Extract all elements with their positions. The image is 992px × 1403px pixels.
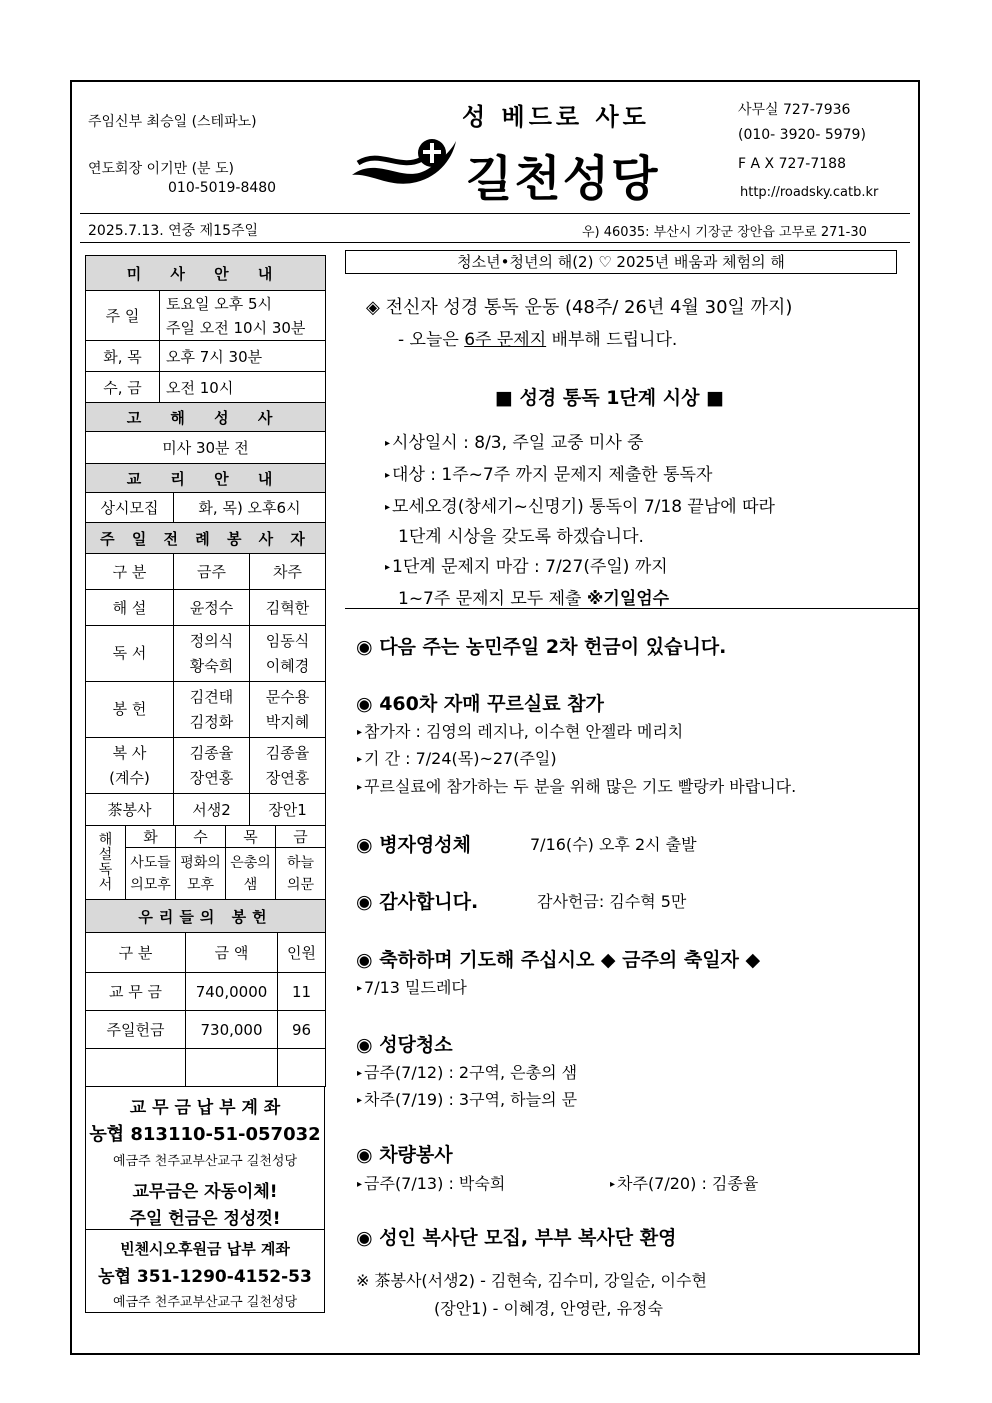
header-divider-top xyxy=(80,213,910,214)
notice-cursillo-title: ◉ 460차 자매 꾸르실료 참가 xyxy=(356,693,604,715)
offering-header-count: 인원 xyxy=(278,933,326,973)
weekday-readers-table xyxy=(85,825,326,900)
minister-next: 문수용 박지혜 xyxy=(250,682,326,738)
offering-empty-cell xyxy=(278,1049,326,1087)
church-name: 길천성당 xyxy=(466,151,660,207)
chairman: 연도회장 이기만 (분 도) xyxy=(88,161,234,177)
confession-title: 고 해 성 사 xyxy=(86,403,326,432)
award-item: ▸ 시상일시 : 8/3, 주일 교중 미사 중 xyxy=(385,433,644,453)
ministers-title: 주 일 전 례 봉 사 자 xyxy=(86,523,326,554)
vincent-account-title: 빈첸시오후원금 납부 계좌 xyxy=(120,1240,290,1258)
bible-reading-title: ◈ 전신자 성경 통독 운동 (48주/ 26년 4월 30일 까지) xyxy=(366,297,793,318)
minister-this: 김종율 장연홍 xyxy=(174,738,250,794)
weekday-day: 목 xyxy=(226,826,276,848)
church-address: 우) 46035: 부산시 기장군 장안읍 고무로 271-30 xyxy=(582,225,867,240)
mass-table xyxy=(85,255,326,493)
office-mobile: (010- 3920- 5979) xyxy=(738,127,866,143)
offering-table xyxy=(85,899,326,1087)
notice-feast-item: ▸ 7/13 밀드레다 xyxy=(357,978,467,997)
weekday-day: 수 xyxy=(176,826,226,848)
offering-label: 주일헌금 xyxy=(86,1011,186,1049)
notice-cursillo-item: ▸ 꾸르실료에 참가하는 두 분을 위해 많은 기도 빨랑카 바랍니다. xyxy=(357,777,797,796)
offering-header-amount: 금 액 xyxy=(186,933,278,973)
award-item: ▸ 1단계 문제지 마감 : 7/27(주일) 까지 xyxy=(385,557,668,577)
left-column xyxy=(85,255,325,1313)
weekday-group: 평화의 모후 xyxy=(176,848,226,900)
offering-empty-cell xyxy=(86,1049,186,1087)
catechism-table xyxy=(85,492,326,554)
award-title: ■ 성경 통독 1단계 시상 ■ xyxy=(495,387,725,409)
offering-count: 96 xyxy=(278,1011,326,1049)
notice-driving-this-week: ▸ 금주(7/13) : 박숙희 xyxy=(357,1174,506,1193)
dues-note-autopay: 교무금은 자동이체! xyxy=(132,1182,278,1202)
ministers-table xyxy=(85,553,326,826)
church-logo xyxy=(348,135,460,193)
notice-cursillo-item: ▸ 기 간 : 7/24(목)~27(주일) xyxy=(357,749,557,768)
ministers-header-role: 구 분 xyxy=(86,554,174,590)
notice-driving-next-week: ▸ 차주(7/20) : 김종율 xyxy=(610,1174,759,1193)
ministers-header-this: 금주 xyxy=(174,554,250,590)
mass-time-tue-thu: 오후 7시 30분 xyxy=(160,341,326,372)
notice-cursillo-item: ▸ 참가자 : 김영의 레지나, 이수현 안젤라 메리치 xyxy=(357,722,684,741)
chairman-phone: 010-5019-8480 xyxy=(168,180,277,196)
section-divider xyxy=(345,608,918,609)
mass-title: 미 사 안 내 xyxy=(86,256,326,291)
confession-text: 미사 30분 전 xyxy=(86,432,326,464)
minister-this: 정의식 황숙희 xyxy=(174,626,250,682)
office-phone: 사무실 727-7936 xyxy=(738,102,851,118)
minister-role: 복 사 (계수) xyxy=(86,738,174,794)
notice-tea-service-line2: (장안1) - 이혜경, 안영란, 유정숙 xyxy=(434,1299,663,1318)
minister-this: 서생2 xyxy=(174,794,250,826)
offering-amount: 730,000 xyxy=(186,1011,278,1049)
weekday-group: 사도들 의모후 xyxy=(126,848,176,900)
notice-thanks-text: 감사헌금: 김수혁 5만 xyxy=(537,892,687,911)
minister-next: 김혁한 xyxy=(250,590,326,626)
minister-this: 김견태 김정화 xyxy=(174,682,250,738)
minister-role: 茶봉사 xyxy=(86,794,174,826)
minister-role: 독 서 xyxy=(86,626,174,682)
minister-next: 장안1 xyxy=(250,794,326,826)
catechism-title: 교 리 안 내 xyxy=(86,464,326,493)
pastor: 주임신부 최승일 (스테파노) xyxy=(88,114,257,130)
minister-this: 윤정수 xyxy=(174,590,250,626)
weekday-label: 해 설 독 서 xyxy=(86,826,126,900)
award-item: ▸ 대상 : 1주~7주 까지 문제지 제출한 통독자 xyxy=(385,465,713,485)
dues-account-box xyxy=(85,1086,325,1230)
issue-date: 2025.7.13. 연중 제15주일 xyxy=(88,223,259,239)
dues-account-number: 농협 813110-51-057032 xyxy=(89,1124,321,1145)
notice-sick-communion-title: ◉ 병자영성체 xyxy=(356,834,471,856)
mass-day-sunday: 주 일 xyxy=(86,291,160,341)
notice-cleaning-title: ◉ 성당청소 xyxy=(356,1034,453,1056)
dues-account-holder: 예금주 천주교부산교구 길천성당 xyxy=(112,1154,298,1169)
notice-sick-communion-text: 7/16(수) 오후 2시 출발 xyxy=(530,835,697,854)
offering-header-label: 구 분 xyxy=(86,933,186,973)
offering-amount: 740,0000 xyxy=(186,973,278,1011)
minister-role: 해 설 xyxy=(86,590,174,626)
offering-label: 교 무 금 xyxy=(86,973,186,1011)
website-link[interactable]: http://roadsky.catb.kr xyxy=(740,185,879,200)
offering-title: 우리들의 봉헌 xyxy=(86,900,326,933)
mass-time-wed-fri: 오전 10시 xyxy=(160,372,326,403)
offering-count: 11 xyxy=(278,973,326,1011)
vincent-account-box xyxy=(85,1229,325,1313)
minister-next: 김종율 장연홍 xyxy=(250,738,326,794)
award-item-continued: 1단계 시상을 갖도록 하겠습니다. xyxy=(398,527,644,547)
award-item-continued: 1~7주 문제지 모두 제출 ※기일엄수 xyxy=(398,589,670,609)
vincent-account-number: 농협 351-1290-4152-53 xyxy=(98,1267,312,1287)
bible-reading-note: - 오늘은 6주 문제지 배부해 드립니다. xyxy=(398,330,678,350)
catechism-label: 상시모집 xyxy=(86,493,174,523)
dues-account-title: 교 무 금 납 부 계 좌 xyxy=(129,1098,281,1118)
fax: F A X 727-7188 xyxy=(738,156,846,172)
mass-day-wed-fri: 수, 금 xyxy=(86,372,160,403)
weekday-day: 화 xyxy=(126,826,176,848)
notice-altar-servers-title: ◉ 성인 복사단 모집, 부부 복사단 환영 xyxy=(356,1227,677,1249)
dues-note-sunday: 주일 헌금은 정성껏! xyxy=(129,1209,281,1229)
weekday-group: 은총의 샘 xyxy=(226,848,276,900)
catechism-value: 화, 목) 오후6시 xyxy=(174,493,326,523)
offering-empty-cell xyxy=(186,1049,278,1087)
award-item: ▸ 모세오경(창세기~신명기) 통독이 7/18 끝남에 따라 xyxy=(385,497,775,517)
notice-cleaning-item: ▸ 차주(7/19) : 3구역, 하늘의 문 xyxy=(357,1090,578,1109)
vincent-account-holder: 예금주 천주교부산교구 길천성당 xyxy=(112,1295,298,1310)
patron-saint: 성 베드로 사도 xyxy=(462,103,650,131)
notice-driving-title: ◉ 차량봉사 xyxy=(356,1144,453,1166)
notice-tea-service-line1: ※ 茶봉사(서생2) - 김현숙, 김수미, 강일순, 이수현 xyxy=(356,1271,707,1290)
notice-thanks-title: ◉ 감사합니다. xyxy=(356,891,479,913)
year-theme-banner: 청소년•청년의 해(2) ♡ 2025년 배움과 체험의 해 xyxy=(345,250,897,274)
mass-day-tue-thu: 화, 목 xyxy=(86,341,160,372)
ministers-header-next: 차주 xyxy=(250,554,326,590)
notice-cleaning-item: ▸ 금주(7/12) : 2구역, 은총의 샘 xyxy=(357,1063,578,1082)
header-divider-bottom xyxy=(80,242,910,243)
minister-next: 임동식 이혜경 xyxy=(250,626,326,682)
mass-time-sunday: 토요일 오후 5시 주일 오전 10시 30분 xyxy=(160,291,326,341)
notice-feast-title: ◉ 축하하며 기도해 주십시오 ◆ 금주의 축일자 ◆ xyxy=(356,949,761,971)
notice-second-collection: ◉ 다음 주는 농민주일 2차 헌금이 있습니다. xyxy=(356,636,727,658)
minister-role: 봉 헌 xyxy=(86,682,174,738)
weekday-group: 하늘 의문 xyxy=(276,848,326,900)
weekday-day: 금 xyxy=(276,826,326,848)
